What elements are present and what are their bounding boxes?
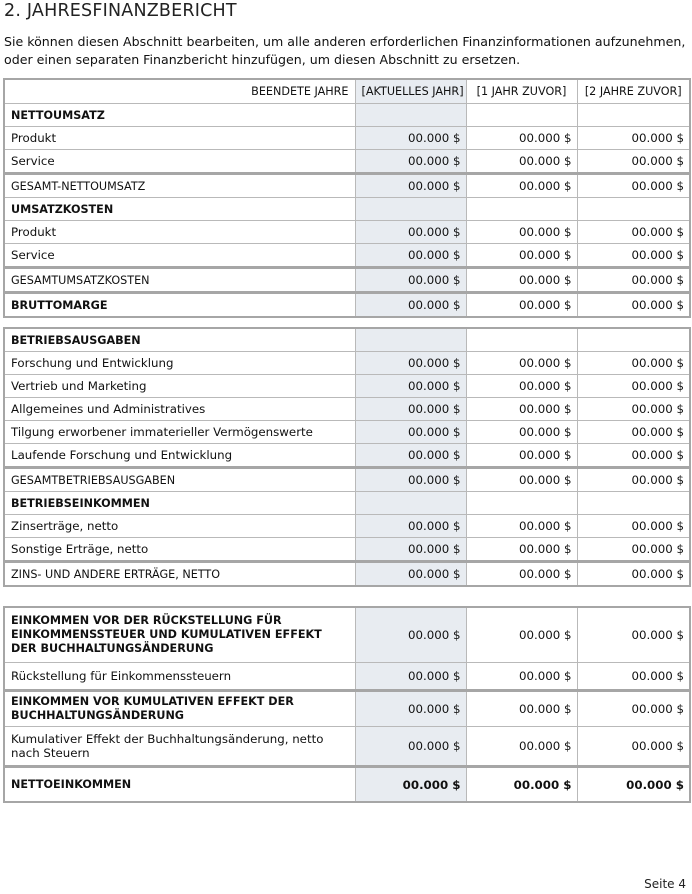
cell-value: 00.000 $ [577,727,690,767]
cell-value: 00.000 $ [577,268,690,293]
cell-value: 00.000 $ [466,727,577,767]
table-row [4,150,690,174]
cell-value: 00.000 $ [466,607,577,663]
cell-value: 00.000 $ [577,150,690,174]
cell-value: 00.000 $ [355,174,466,198]
revenue-table [3,78,691,318]
cell-value: 00.000 $ [466,352,577,375]
row-label: UMSATZKOSTEN [4,198,355,221]
cell-value: 00.000 $ [577,562,690,587]
cell-value: 00.000 $ [466,767,577,803]
cell-value: 00.000 $ [355,352,466,375]
row-label: GESAMT-NETTOUMSATZ [4,174,355,198]
row-label: GESAMTBETRIEBSAUSGABEN [4,468,355,492]
table-header-row [4,79,690,104]
table-row [4,562,690,587]
cell-value: 00.000 $ [577,352,690,375]
cell-value: 00.000 $ [466,221,577,244]
cell-value: 00.000 $ [577,293,690,318]
table-row [4,221,690,244]
table-row [4,244,690,268]
cell-value: 00.000 $ [355,538,466,562]
row-label: Service [4,244,355,268]
cell-value: 00.000 $ [466,398,577,421]
row-label: EINKOMMEN VOR KUMULATIVEN EFFEKT DER BUCHHALTUNGSÄNDERUNG [4,691,355,727]
cell-value: 00.000 $ [466,421,577,444]
page-number: Seite 4 [644,877,686,891]
cell-value: 00.000 $ [466,562,577,587]
table-row [4,421,690,444]
cell-value: 00.000 $ [577,767,690,803]
table-row [4,198,690,221]
cell-value: 00.000 $ [577,607,690,663]
row-label: Sonstige Erträge, netto [4,538,355,562]
header-label: BEENDETE JAHRE [4,79,355,104]
table-row [4,174,690,198]
row-label: Tilgung erworbener immaterieller Vermögenswerte [4,421,355,444]
cell-value: 00.000 $ [577,663,690,691]
cell-value: 00.000 $ [466,663,577,691]
table-row [4,607,690,663]
cell-value: 00.000 $ [355,663,466,691]
intro-text: Sie können diesen Abschnitt bearbeiten, um alle anderen erforderlichen Finanzinformationen aufzunehmen, oder einen separaten Finanzbericht hinzufügen, um diesen Abschnitt zu ersetzen. [4,34,686,67]
cell-value: 00.000 $ [577,444,690,468]
cell-value: 00.000 $ [577,244,690,268]
row-label: Zinserträge, netto [4,515,355,538]
row-label: Produkt [4,127,355,150]
cell-value: 00.000 $ [466,375,577,398]
table-row [4,538,690,562]
section-title: 2. JAHRESFINANZBERICHT [4,1,237,21]
table-row [4,663,690,691]
table-row [4,468,690,492]
cell-value: 00.000 $ [466,444,577,468]
cell-value: 00.000 $ [577,515,690,538]
cell-value: 00.000 $ [466,515,577,538]
row-label: Service [4,150,355,174]
cell-value: 00.000 $ [466,244,577,268]
row-label: GESAMTUMSATZKOSTEN [4,268,355,293]
header-two-years-ago: [2 JAHRE ZUVOR] [577,79,690,104]
header-one-year-ago: [1 JAHR ZUVOR] [466,79,577,104]
table-row [4,515,690,538]
header-current-year: [AKTUELLES JAHR] [355,79,466,104]
operating-table [3,327,691,587]
cell-value: 00.000 $ [355,515,466,538]
cell-value: 00.000 $ [577,398,690,421]
cell-value: 00.000 $ [466,293,577,318]
row-label: BRUTTOMARGE [4,293,355,318]
cell-value: 00.000 $ [466,538,577,562]
table-row [4,352,690,375]
income-table [3,606,691,803]
cell-value: 00.000 $ [466,268,577,293]
table-row [4,127,690,150]
row-label: Produkt [4,221,355,244]
row-label: Rückstellung für Einkommenssteuern [4,663,355,691]
table-row [4,492,690,515]
cell-value: 00.000 $ [355,268,466,293]
cell-value: 00.000 $ [355,293,466,318]
cell-value: 00.000 $ [355,150,466,174]
cell-value: 00.000 $ [577,127,690,150]
cell-value: 00.000 $ [355,468,466,492]
cell-value: 00.000 $ [466,174,577,198]
cell-value: 00.000 $ [577,375,690,398]
row-label: NETTOEINKOMMEN [4,767,355,803]
row-label: Forschung und Entwicklung [4,352,355,375]
cell-value: 00.000 $ [466,150,577,174]
table-row [4,268,690,293]
cell-value: 00.000 $ [577,421,690,444]
row-label: Allgemeines und Administratives [4,398,355,421]
cell-value: 00.000 $ [355,421,466,444]
table-row [4,727,690,767]
row-label: EINKOMMEN VOR DER RÜCKSTELLUNG FÜR EINKOMMENSSTEUER UND KUMULATIVEN EFFEKT DER BUCHHALTUNGSÄNDERUNG [4,607,355,663]
row-label: Laufende Forschung und Entwicklung [4,444,355,468]
cell-value: 00.000 $ [355,562,466,587]
cell-value: 00.000 $ [577,538,690,562]
row-label: Kumulativer Effekt der Buchhaltungsänderung, netto nach Steuern [4,727,355,767]
table-row [4,328,690,352]
table-row [4,375,690,398]
cell-value: 00.000 $ [355,444,466,468]
cell-value: 00.000 $ [577,221,690,244]
row-label: BETRIEBSAUSGABEN [4,328,355,352]
cell-value: 00.000 $ [355,727,466,767]
table-row [4,691,690,727]
cell-value: 00.000 $ [355,244,466,268]
cell-value: 00.000 $ [355,767,466,803]
cell-value: 00.000 $ [577,468,690,492]
cell-value: 00.000 $ [355,398,466,421]
cell-value: 00.000 $ [355,607,466,663]
cell-value: 00.000 $ [355,375,466,398]
table-row [4,444,690,468]
table-row [4,398,690,421]
row-label: BETRIEBSEINKOMMEN [4,492,355,515]
row-label: NETTOUMSATZ [4,104,355,127]
cell-value: 00.000 $ [466,468,577,492]
table-row [4,767,690,803]
cell-value: 00.000 $ [466,691,577,727]
cell-value: 00.000 $ [577,691,690,727]
cell-value: 00.000 $ [355,221,466,244]
cell-value: 00.000 $ [355,691,466,727]
table-row [4,293,690,318]
cell-value: 00.000 $ [466,127,577,150]
table-row [4,104,690,127]
row-label: ZINS- UND ANDERE ERTRÄGE, NETTO [4,562,355,587]
cell-value: 00.000 $ [577,174,690,198]
cell-value: 00.000 $ [355,127,466,150]
row-label: Vertrieb und Marketing [4,375,355,398]
